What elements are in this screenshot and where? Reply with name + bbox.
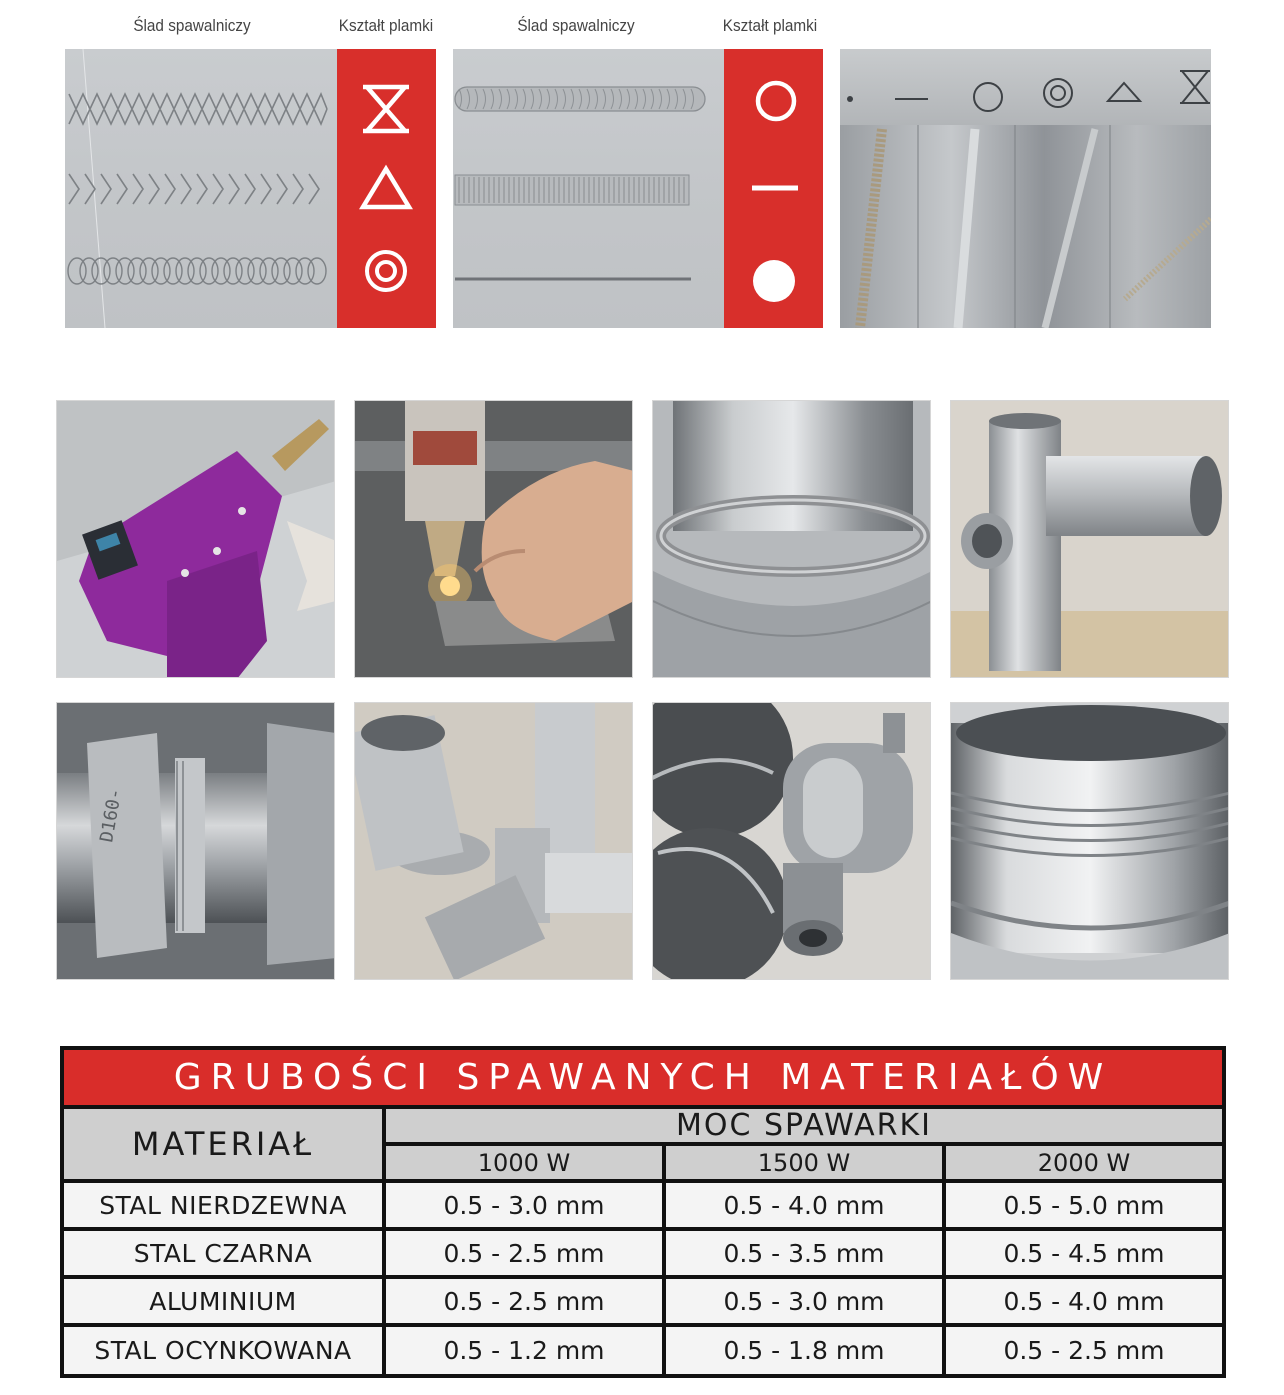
- table-cell: 0.5 - 4.5 mm: [946, 1231, 1222, 1275]
- tee-pipe-weld: [950, 400, 1229, 678]
- weld-sample-panel: [840, 49, 1211, 328]
- table-cell: 0.5 - 2.5 mm: [386, 1279, 662, 1323]
- hourglass-icon: [363, 87, 409, 131]
- power-header: MOC SPAWARKI: [386, 1109, 1222, 1142]
- table-row-material: STAL NIERDZEWNA: [64, 1183, 382, 1227]
- table-row-material: STAL OCYNKOWANA: [64, 1327, 382, 1374]
- welded-housing: [652, 702, 931, 980]
- spot-shape-label-2: Kształt plamki: [722, 16, 818, 35]
- weld-trace-panel-2: [453, 49, 724, 328]
- table-cell: 0.5 - 3.0 mm: [666, 1279, 942, 1323]
- weld-trace-label-1: Ślad spawalniczy: [133, 16, 251, 35]
- chevron-trace: [69, 174, 319, 204]
- table-cell: 0.5 - 4.0 mm: [946, 1279, 1222, 1323]
- power-1000w: 1000 W: [386, 1146, 662, 1179]
- spot-shape-bar-1: [337, 49, 436, 328]
- circle-outline-icon: [758, 83, 794, 119]
- table-row-material: STAL CZARNA: [64, 1231, 382, 1275]
- weld-trace-label-2: Ślad spawalniczy: [517, 16, 635, 35]
- narrow-loop-trace: [455, 175, 689, 205]
- pipes-on-plate: [354, 702, 633, 980]
- material-header: MATERIAŁ: [64, 1109, 382, 1179]
- table-cell: 0.5 - 2.5 mm: [386, 1231, 662, 1275]
- table-title: GRUBOŚCI SPAWANYCH MATERIAŁÓW: [64, 1050, 1222, 1105]
- weld-traces-1: [65, 49, 337, 328]
- svg-text:D160-: D160-: [96, 786, 127, 844]
- threaded-ring-weld: [950, 702, 1229, 980]
- hand-welding-sparks: [354, 400, 633, 678]
- filled-circle-icon: [753, 260, 795, 302]
- purple-laser-welding-gun: [56, 400, 335, 678]
- weld-trace-panel-1: [65, 49, 337, 328]
- cylinder-weld-seam: [652, 400, 931, 678]
- spot-shape-bar-2: [724, 49, 823, 328]
- table-cell: 0.5 - 1.2 mm: [386, 1327, 662, 1374]
- dot-icon: [847, 96, 853, 102]
- triangle-icon: [363, 169, 409, 207]
- weld-traces-2: [453, 49, 724, 328]
- hex-fitting-weld: [56, 702, 335, 980]
- table-cell: 0.5 - 2.5 mm: [946, 1327, 1222, 1374]
- table-cell: 0.5 - 4.0 mm: [666, 1183, 942, 1227]
- power-1500w: 1500 W: [666, 1146, 942, 1179]
- spot-shape-label-1: Kształt plamki: [338, 16, 434, 35]
- table-cell: 0.5 - 3.0 mm: [386, 1183, 662, 1227]
- loop-trace: [68, 258, 326, 284]
- thickness-table: [60, 1046, 1226, 1378]
- table-cell: 0.5 - 1.8 mm: [666, 1327, 942, 1374]
- zigzag-x-trace: [69, 94, 327, 124]
- power-2000w: 2000 W: [946, 1146, 1222, 1179]
- table-row-material: ALUMINIUM: [64, 1279, 382, 1323]
- table-cell: 0.5 - 5.0 mm: [946, 1183, 1222, 1227]
- target-ring-icon: [367, 252, 405, 290]
- table-cell: 0.5 - 3.5 mm: [666, 1231, 942, 1275]
